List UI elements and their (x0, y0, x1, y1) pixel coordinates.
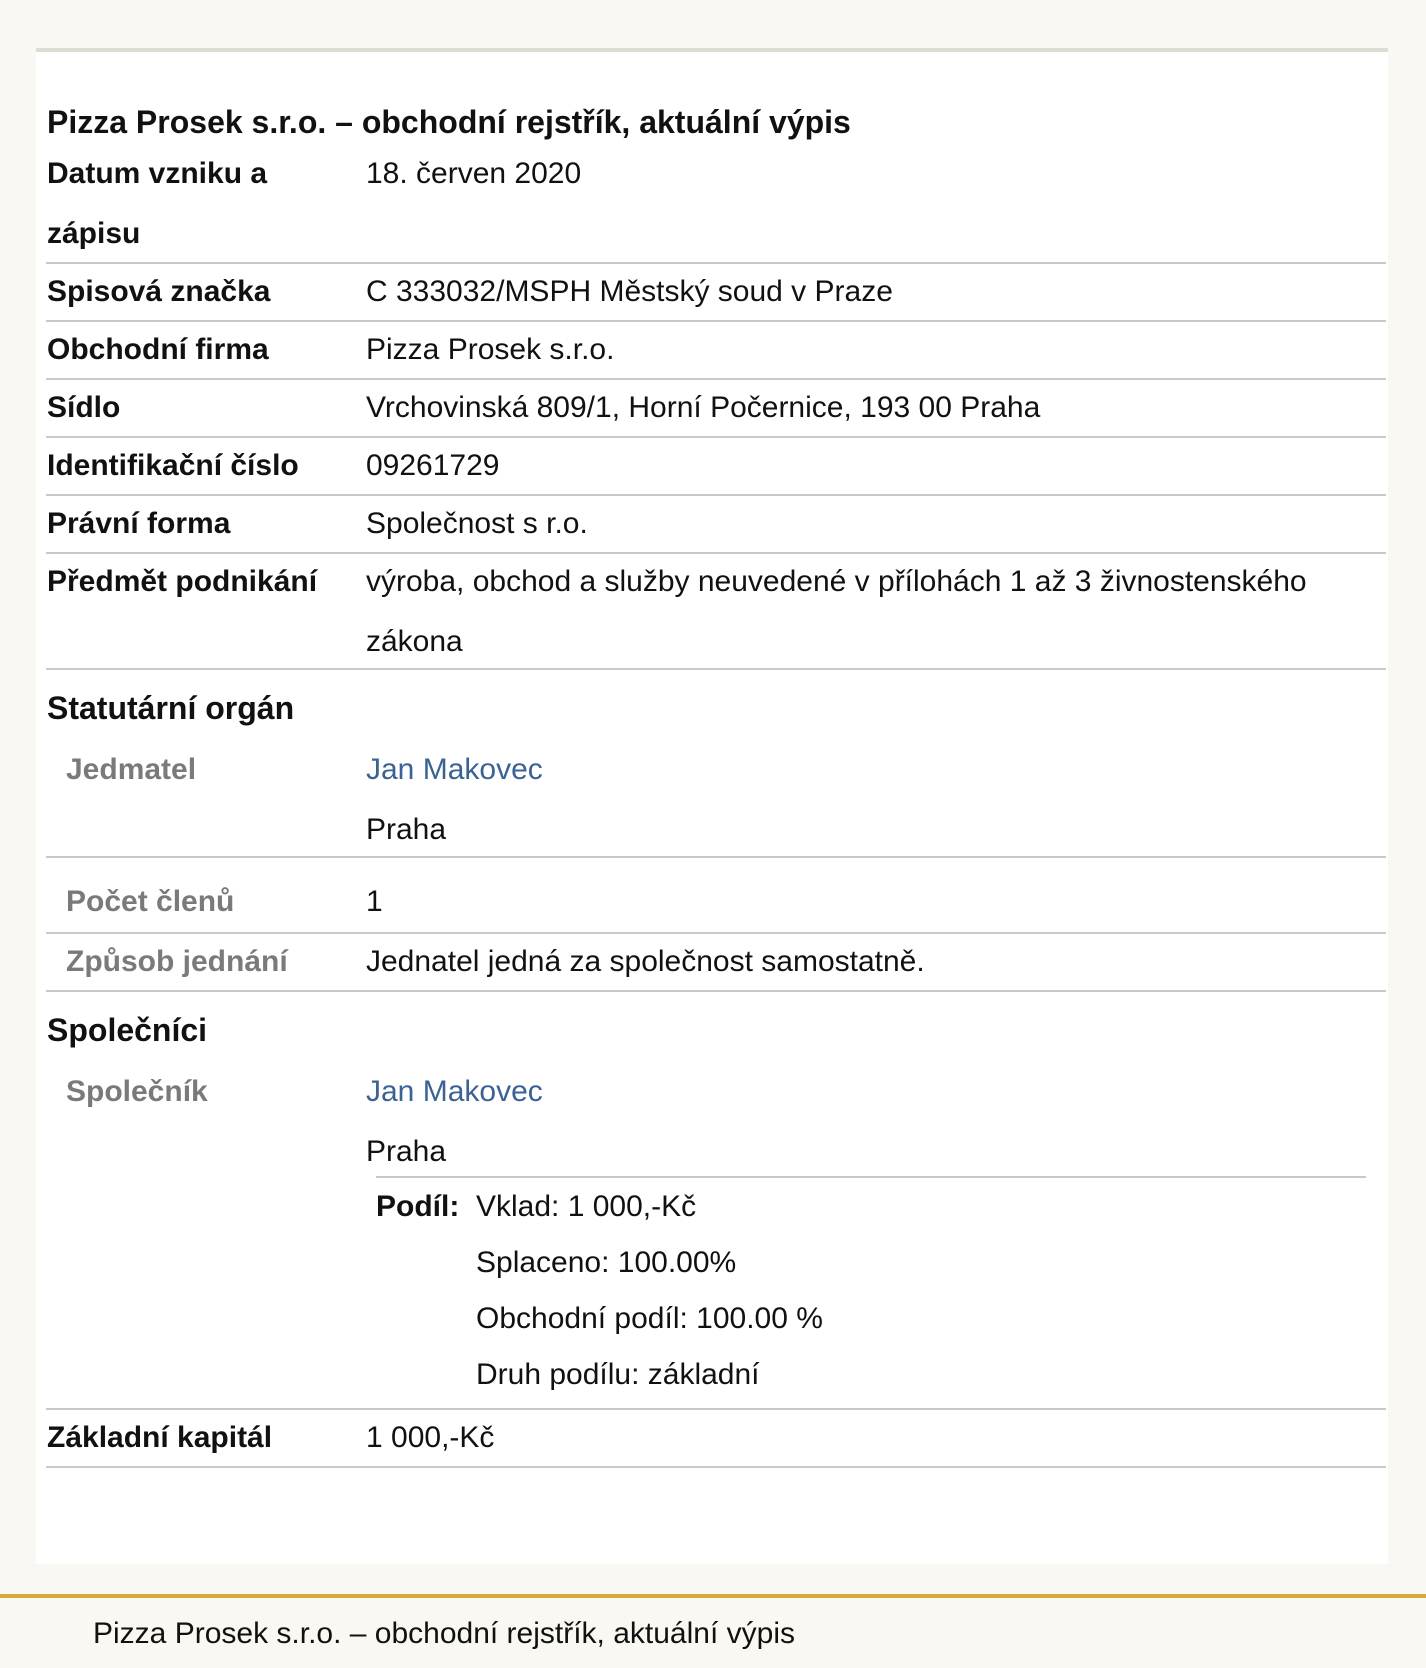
share-line: Druh podílu: základní (476, 1358, 760, 1391)
row-label (47, 144, 347, 264)
row-label: Způsob jednání (66, 945, 288, 978)
footer (0, 1594, 1426, 1668)
row-label: Obchodní firma (47, 333, 269, 366)
row-label: Identifikační číslo (47, 449, 299, 482)
row-value-line: výroba, obchod a služby neuvedené v přílohách 1 až 3 živnostenského (366, 565, 1307, 598)
row-value: 18. červen 2020 (366, 157, 582, 190)
register-card (36, 48, 1388, 1564)
row-value-line: zákona (366, 625, 463, 658)
row-value: Společnost s r.o. (366, 507, 588, 540)
row-statutory-member (46, 740, 1386, 858)
row-value (366, 1062, 1376, 1182)
row-label: Sídlo (47, 391, 121, 424)
row-value: Pizza Prosek s.r.o. (366, 333, 615, 366)
row-label: Předmět podnikání (47, 565, 318, 598)
row-seat (46, 380, 1386, 438)
row-partner (46, 1062, 1386, 1410)
row-value: 1 000,-Kč (366, 1421, 495, 1454)
footer-text: Pizza Prosek s.r.o. – obchodní rejstřík, aktuální výpis (93, 1617, 795, 1650)
row-capital (46, 1410, 1386, 1468)
share-line: Obchodní podíl: 100.00 % (476, 1302, 823, 1335)
row-id-number (46, 438, 1386, 496)
page-title: Pizza Prosek s.r.o. – obchodní rejstřík, aktuální výpis (47, 104, 851, 140)
row-label: Jedmatel (66, 753, 197, 786)
row-date-founded (46, 144, 1386, 264)
row-business-scope (46, 554, 1386, 670)
row-value: C 333032/MSPH Městský soud v Praze (366, 275, 893, 308)
row-value (366, 552, 1376, 672)
row-file-number (46, 264, 1386, 322)
share-line: Splaceno: 100.00% (476, 1246, 737, 1279)
row-value: 09261729 (366, 449, 500, 482)
partner-city: Praha (366, 1135, 447, 1168)
row-member-count (46, 858, 1386, 934)
row-value: 1 (366, 885, 383, 918)
share-label: Podíl: (376, 1190, 460, 1223)
row-label: Spisová značka (47, 275, 271, 308)
row-label-line: zápisu (47, 217, 141, 250)
member-name-link[interactable]: Jan Makovec (366, 753, 543, 786)
row-label: Společník (66, 1075, 208, 1108)
row-company-name (46, 322, 1386, 380)
row-conduct (46, 934, 1386, 992)
row-value (366, 740, 1376, 860)
row-label: Základní kapitál (47, 1421, 273, 1454)
share-line: Vklad: 1 000,-Kč (476, 1190, 697, 1223)
row-value: Vrchovinská 809/1, Horní Počernice, 193 00 Praha (366, 391, 1041, 424)
row-label-line: Datum vzniku a (47, 157, 268, 190)
row-label: Právní forma (47, 507, 231, 540)
row-label: Počet členů (66, 885, 235, 918)
row-value: Jednatel jedná za společnost samostatně. (366, 945, 925, 978)
row-legal-form (46, 496, 1386, 554)
section-statutory-heading: Statutární orgán (47, 690, 295, 726)
member-city: Praha (366, 813, 447, 846)
partner-name-link[interactable]: Jan Makovec (366, 1075, 543, 1108)
section-partners-heading: Společníci (47, 1012, 208, 1048)
